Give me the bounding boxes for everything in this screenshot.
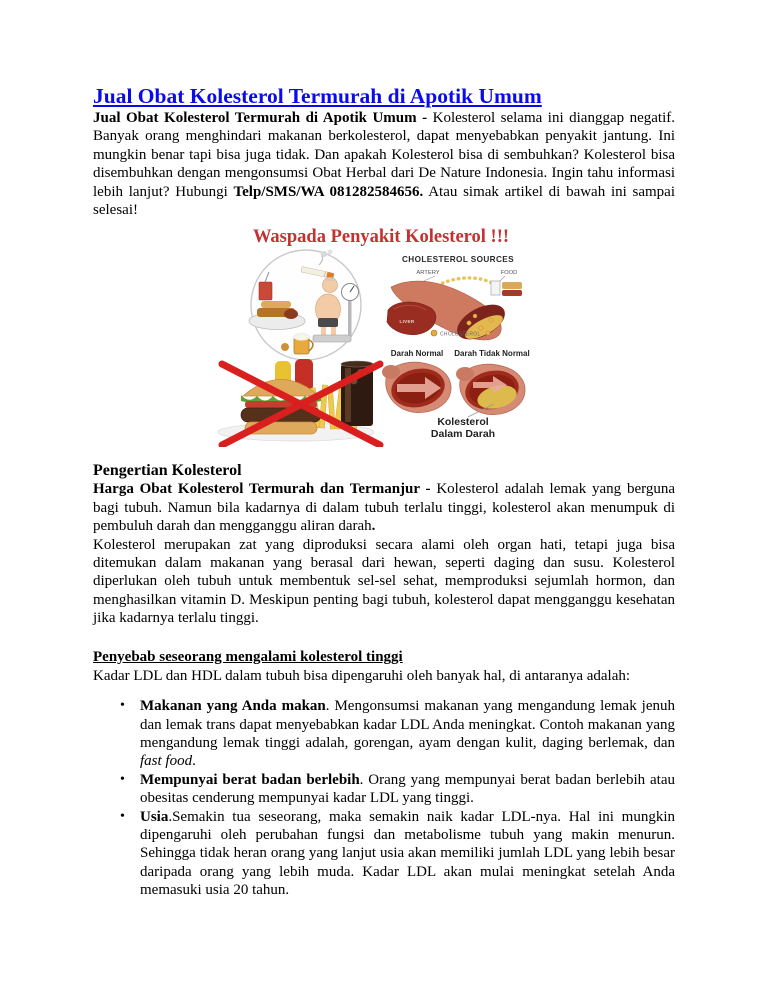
intro-paragraph: Jual Obat Kolesterol Termurah di Apotik Umum - Kolesterol selama ini dianggap negatif. Banyak orang menghindari makanan berkolesterol, dapat menyebabkan penyakit jantung. Ini mungkin benar tapi bisa juga tidak. Dan apakah Kolesterol bisa di sembuhkan? Kolesterol bisa disembuhkan dengan mengonsumsi Obat Herbal dari De Nature Indonesia. Ingin tahu informasi lebih lanjut? Hubungi Telp/SMS/WA 081282584656. Atau simak artikel di bawah ini sampai selesai! (93, 110, 676, 219)
blood-vessel-comparison-diagram (382, 349, 530, 440)
list-item-makanan (118, 697, 675, 771)
pengertian-paragraph-1: Harga Obat Kolesterol Termurah dan Termanjur - Kolesterol adalah lemak yang berguna bagi tubuh. Namun bila kadarnya di dalam tubuh terlalu tinggi, kolesterol akan menumpuk di pembuluh darah dan mengganggu aliran darah. (93, 481, 675, 535)
cholesterol-warning-illustration (191, 225, 577, 447)
penyebab-lead-paragraph: Kadar LDL dan HDL dalam tubuh bisa dipengaruhi oleh banyak hal, di antaranya adalah: (93, 667, 631, 684)
lifestyle-risk-circle-icon (249, 250, 361, 360)
section-heading-penyebab: Penyebab seseorang mengalami kolesterol tinggi (93, 648, 403, 665)
bullet-icon: • (120, 771, 125, 787)
no-fastfood-icon (218, 359, 380, 445)
abnormal-blood-label: Darah Tidak Normal (454, 349, 530, 359)
list-item-text: Mempunyai berat badan berlebih. Orang yang mempunyai berat badan berlebih atau obesitas cenderung mempunyai kadar LDL yang tinggi. (140, 771, 675, 807)
food-label: FOOD (500, 270, 518, 277)
list-item-text: Usia.Semakin tua seseorang, maka semakin naik kadar LDL-nya. Hal ini mungkin dipengaruhi oleh perubahan fungsi dan metabolisme tubuh yang makin menurun. Sehingga tidak heran orang yang lanjut usia akan memiliki jumlah LDL yang lebih besar daripada orang yang lebih muda. Kadar LDL akan mulai meningkat setelah Anda memasuki usia 20 tahun. (140, 808, 675, 899)
list-item-text: Makanan yang Anda makan. Mengonsumsi makanan yang mengandung lemak jenuh dan lemak trans dapat menyebabkan kadar LDL Anda meningkat. Contoh makanan yang mengandung lemak tinggi adalah, gorengan, ayam dengan kulit, daging berlemak, dan fast food. (140, 698, 675, 770)
cholesterol-sources-label: CHOLESTEROL SOURCES (401, 255, 515, 265)
section-heading-pengertian: Pengertian Kolesterol (93, 462, 242, 480)
bullet-icon: • (120, 698, 125, 714)
clogged-vessel-icon (456, 365, 525, 415)
article-title-link[interactable]: Jual Obat Kolesterol Termurah di Apotik Umum (93, 84, 542, 108)
normal-vessel-icon (382, 363, 451, 413)
figure-warning-title: Waspada Penyakit Kolesterol !!! (252, 227, 510, 248)
pengertian-paragraph-2: Kolesterol merupakan zat yang diproduksi secara alami oleh organ hati, tetapi juga bisa ditemukan dalam makanan yang berasal dari hewan, seperti daging dan susu. Kolesterol diperlukan oleh tubuh untuk membentuk sel-sel sehat, memproduksi sejumlah hormon, dan menghasilkan vitamin D. Meskipun penting bagi tubuh, kolesterol dapat mengganggu kesehatan jika kadarnya terlalu tinggi. (93, 536, 675, 627)
normal-blood-label: Darah Normal (390, 349, 444, 359)
caption-kolesterol: Kolesterol (437, 416, 489, 429)
artery-label: ARTERY (416, 270, 440, 277)
bullet-icon: • (120, 808, 125, 824)
liver-label: LIVER (399, 319, 415, 325)
caption-dalam-darah: Dalam Darah (430, 428, 496, 441)
cholesterol-legend-label: CHOLESTEROL (440, 331, 481, 338)
list-item-berat-badan (118, 771, 675, 808)
cause-list (93, 697, 675, 899)
cholesterol-legend-icon (431, 330, 437, 336)
cholesterol-warning-figure (191, 225, 577, 447)
cholesterol-sources-diagram (387, 255, 522, 347)
list-item-usia (118, 808, 675, 900)
